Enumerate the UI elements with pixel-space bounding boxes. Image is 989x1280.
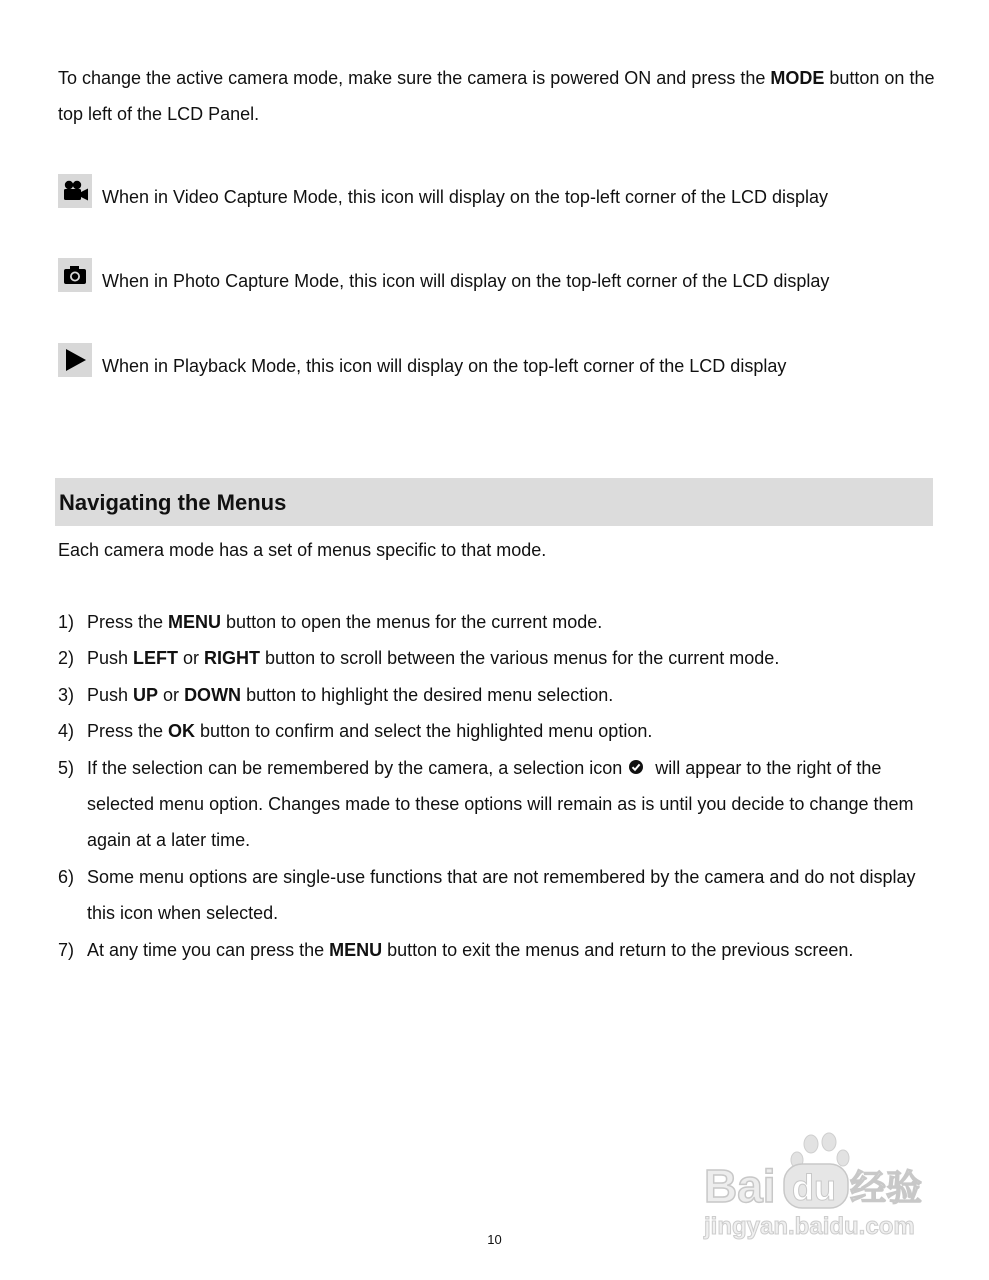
step-number: 5)	[58, 757, 75, 778]
page-number: 10	[487, 1232, 502, 1247]
step-bold: DOWN	[184, 684, 242, 705]
step-text: Press the	[87, 612, 169, 632]
step-bold: RIGHT	[204, 648, 261, 669]
intro-paragraph	[58, 60, 938, 132]
mode-text-playback: When in Playback Mode, this icon will display on the top-left corner of the LCD display	[102, 356, 787, 376]
step-text: Push	[87, 648, 134, 669]
step-text: Press the	[87, 721, 169, 742]
list-item	[58, 677, 938, 713]
mode-row-photo	[58, 258, 958, 298]
list-item	[58, 640, 938, 676]
step-bold: UP	[133, 684, 159, 705]
step-text: Push	[87, 684, 134, 705]
step-number: 3)	[58, 684, 75, 705]
step-bold: OK	[168, 721, 196, 742]
step-number: 6)	[58, 866, 75, 887]
svg-text:jingyan.baidu.com: jingyan.baidu.com	[704, 1213, 915, 1240]
intro-text-1: To change the active camera mode, make sure the camera is powered ON and press the	[58, 68, 771, 88]
play-svg	[61, 346, 89, 374]
svg-text:Bai: Bai	[704, 1160, 776, 1212]
step-text: button to exit the menus and return to the previous screen.	[382, 939, 854, 960]
step-bold: MENU	[329, 939, 383, 960]
section-description: Each camera mode has a set of menus specific to that mode.	[58, 540, 547, 560]
section-title: Navigating the Menus	[59, 490, 287, 515]
steps-list	[58, 604, 938, 968]
photo-camera-svg	[61, 263, 89, 287]
list-item	[58, 750, 938, 859]
step-text: At any time you can press the	[87, 939, 330, 960]
step-text: If the selection can be remembered by the camera, a selection icon	[87, 757, 623, 778]
mode-text-video: When in Video Capture Mode, this icon will display on the top-left corner of the LCD display	[102, 187, 829, 207]
mode-text-photo: When in Photo Capture Mode, this icon will display on the top-left corner of the LCD display	[102, 271, 830, 291]
mode-row-video	[58, 174, 958, 214]
step-number: 4)	[58, 721, 75, 742]
step-text: button to confirm and select the highlighted menu option.	[195, 721, 653, 742]
intro-text-2: button on the top left of the LCD Panel.	[58, 68, 935, 124]
list-item	[58, 713, 938, 749]
step-text: button to scroll between the various menus for the current mode.	[260, 648, 780, 669]
checkmark-circle-icon	[628, 751, 644, 767]
video-camera-svg	[61, 179, 89, 203]
step-number: 7)	[58, 939, 75, 960]
step-number: 2)	[58, 648, 75, 669]
step-bold: MENU	[168, 612, 222, 632]
mode-button-label: MODE	[770, 68, 825, 88]
list-item	[58, 604, 938, 640]
step-text: Some menu options are single-use functions that are not remembered by the camera and do not display this icon when selected.	[87, 866, 916, 924]
play-icon	[58, 343, 92, 377]
photo-camera-icon	[58, 258, 92, 292]
step-number: 1)	[58, 612, 75, 632]
list-item	[58, 932, 938, 968]
svg-text:du: du	[792, 1167, 836, 1208]
step-text: or	[178, 648, 205, 669]
step-text: or	[158, 684, 185, 705]
svg-text:经验: 经验	[850, 1168, 923, 1209]
step-text: will appear to the right of the selected menu option. Changes made to these options will remain as is until you decide to change them again at a later time.	[87, 757, 914, 851]
mode-row-playback	[58, 343, 958, 383]
baidu-watermark-logo	[700, 1130, 940, 1245]
section-header-bar	[55, 478, 933, 526]
step-text: button to open the menus for the current mode.	[221, 612, 603, 632]
video-camera-icon	[58, 174, 92, 208]
step-text: button to highlight the desired menu selection.	[241, 684, 614, 705]
list-item	[58, 859, 938, 932]
step-bold: LEFT	[133, 648, 179, 669]
